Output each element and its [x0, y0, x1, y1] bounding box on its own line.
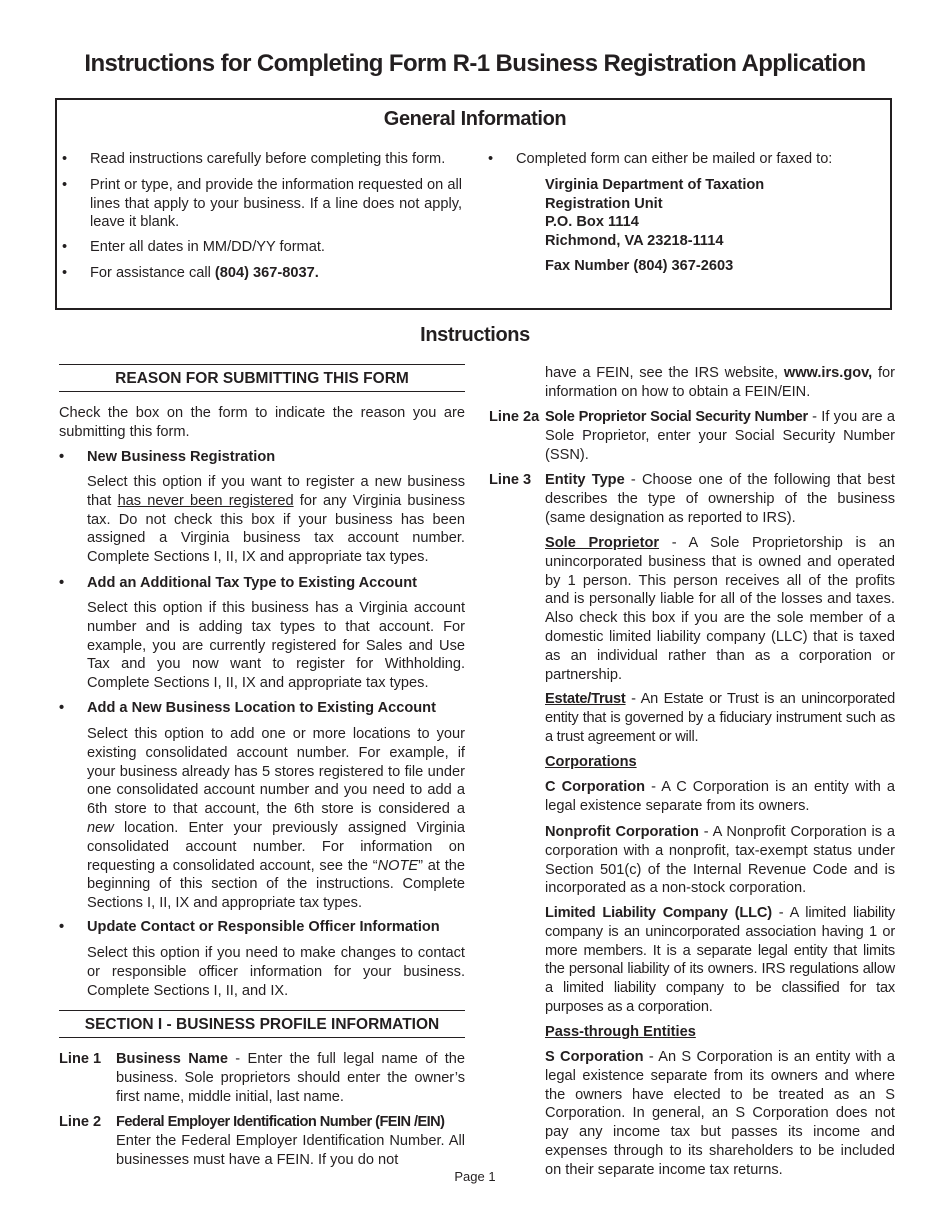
nonprofit-corporation-text: Nonprofit Corporation - A Nonprofit Corporation is a corporation with a nonprofit, tax-exempt status under Section 501(c) of the Internal Revenue Code and is incorporated as a non-stock corporation. — [545, 824, 896, 897]
reason-item-text: Select this option if you want to register a new business that has never been registered for any Virginia business tax. Do not check this box if your business has been assigned a Virginia business tax account number. Complete Sections I, II, IX and appropriate tax types. — [87, 474, 465, 566]
reason-item-text: Select this option if this business has a Virginia account number and is adding tax types to that account. For example, you are currently registered for Sales and Use Tax and you now want to register for Withholding. Complete Sections I, II, IX and appropriate tax types. — [87, 600, 465, 692]
c-corporation-text: C Corporation - A C Corporation is an entity with a legal existence separate from its owners. — [545, 779, 895, 814]
line2a-text: Sole Proprietor Social Security Number - If you are a Sole Proprietor, enter your Social Security Number (SSN). — [545, 409, 895, 463]
sole-proprietor-text: Sole Proprietor - A Sole Proprietorship is an unincorporated business that is owned and operated by 1 person. This person receives all of the profits and is personally liable for all of the losses and taxes. Also check this box if you are the sole member of a domestic limited liability company (LLC) that is taxed as an individual rather than as a corporation or partnership. — [545, 535, 896, 683]
line2-continued: have a FEIN, see the IRS website, www.irs.gov, for information on how to obtain a FEIN/EIN. — [545, 365, 895, 400]
assistance-phone: (804) 367-8037. — [214, 265, 319, 281]
reason-intro: Check the box on the form to indicate the reason you are submitting this form. — [59, 405, 465, 440]
instructions-heading: Instructions — [420, 324, 530, 346]
page-title: Instructions for Completing Form R-1 Business Registration Application — [84, 50, 866, 77]
line-label: Line 2 — [59, 1114, 102, 1130]
line-label: Line 3 — [489, 472, 532, 488]
mailing-address: Virginia Department of Taxation Registration Unit P.O. Box 1114 Richmond, VA 23218-1114 — [545, 177, 765, 249]
line-label: Line 2a — [489, 409, 540, 425]
reason-item-text: Select this option to add one or more locations to your existing consolidated account number. For example, if your business already has 5 stores registered to file under one consolidated account number and you need to add a 6th store to that account, the 6th store is considered a new location. Enter your previously assigned Virginia consolidated account number. For information on requesting a consolidated account, see the “NOTE” at the beginning of this section of the instructions. Complete Sections I, II, IX and appropriate tax types. — [87, 726, 465, 912]
fax-number: Fax Number (804) 367-2603 — [545, 258, 734, 274]
section1-heading: SECTION I - BUSINESS PROFILE INFORMATION — [59, 1010, 465, 1038]
line2-text: Federal Employer Identification Number (FEIN /EIN) Enter the Federal Employer Identification Number. All businesses must have a FEIN. If you do not — [116, 1114, 465, 1168]
pass-through-heading: Pass-through Entities — [545, 1024, 696, 1040]
llc-text: Limited Liability Company (LLC) - A limited liability company is an unincorporated association having 1 or more members. It is a separate legal entity that limits the personal liability of its owners. IRS regulations allow a limited liability company to be classified for tax purposes as a corporation. — [545, 905, 895, 1015]
corporations-heading: Corporations — [545, 754, 637, 770]
line-label: Line 1 — [59, 1051, 102, 1067]
line3-text: Entity Type - Choose one of the following that best describes the type of ownership of the business (same designation as reported to IRS). — [545, 472, 895, 526]
page-number: Page 1 — [454, 1169, 496, 1184]
general-information-heading: General Information — [383, 108, 567, 130]
reason-section-heading: REASON FOR SUBMITTING THIS FORM — [59, 364, 465, 392]
s-corporation-text: S Corporation - An S Corporation is an entity with a legal existence separate from its owners and where the owners have elected to be treated as an S Corporation. In general, an S Corporation does not pay any income tax but passes its income and expenses through to its shareholders to be included on their separate income tax returns. — [545, 1049, 896, 1178]
reason-item-text: Select this option if you need to make changes to contact or responsible officer information for your business. Complete Sections I, II, and IX. — [87, 945, 465, 999]
estate-trust-text: Estate/Trust - An Estate or Trust is an unincorporated entity that is governed by a fiduciary instrument such as a trust agreement or will. — [545, 691, 895, 745]
line1-text: Business Name - Enter the full legal name of the business. Sole proprietors should enter the owner’s first name, middle initial, last name. — [116, 1051, 465, 1105]
